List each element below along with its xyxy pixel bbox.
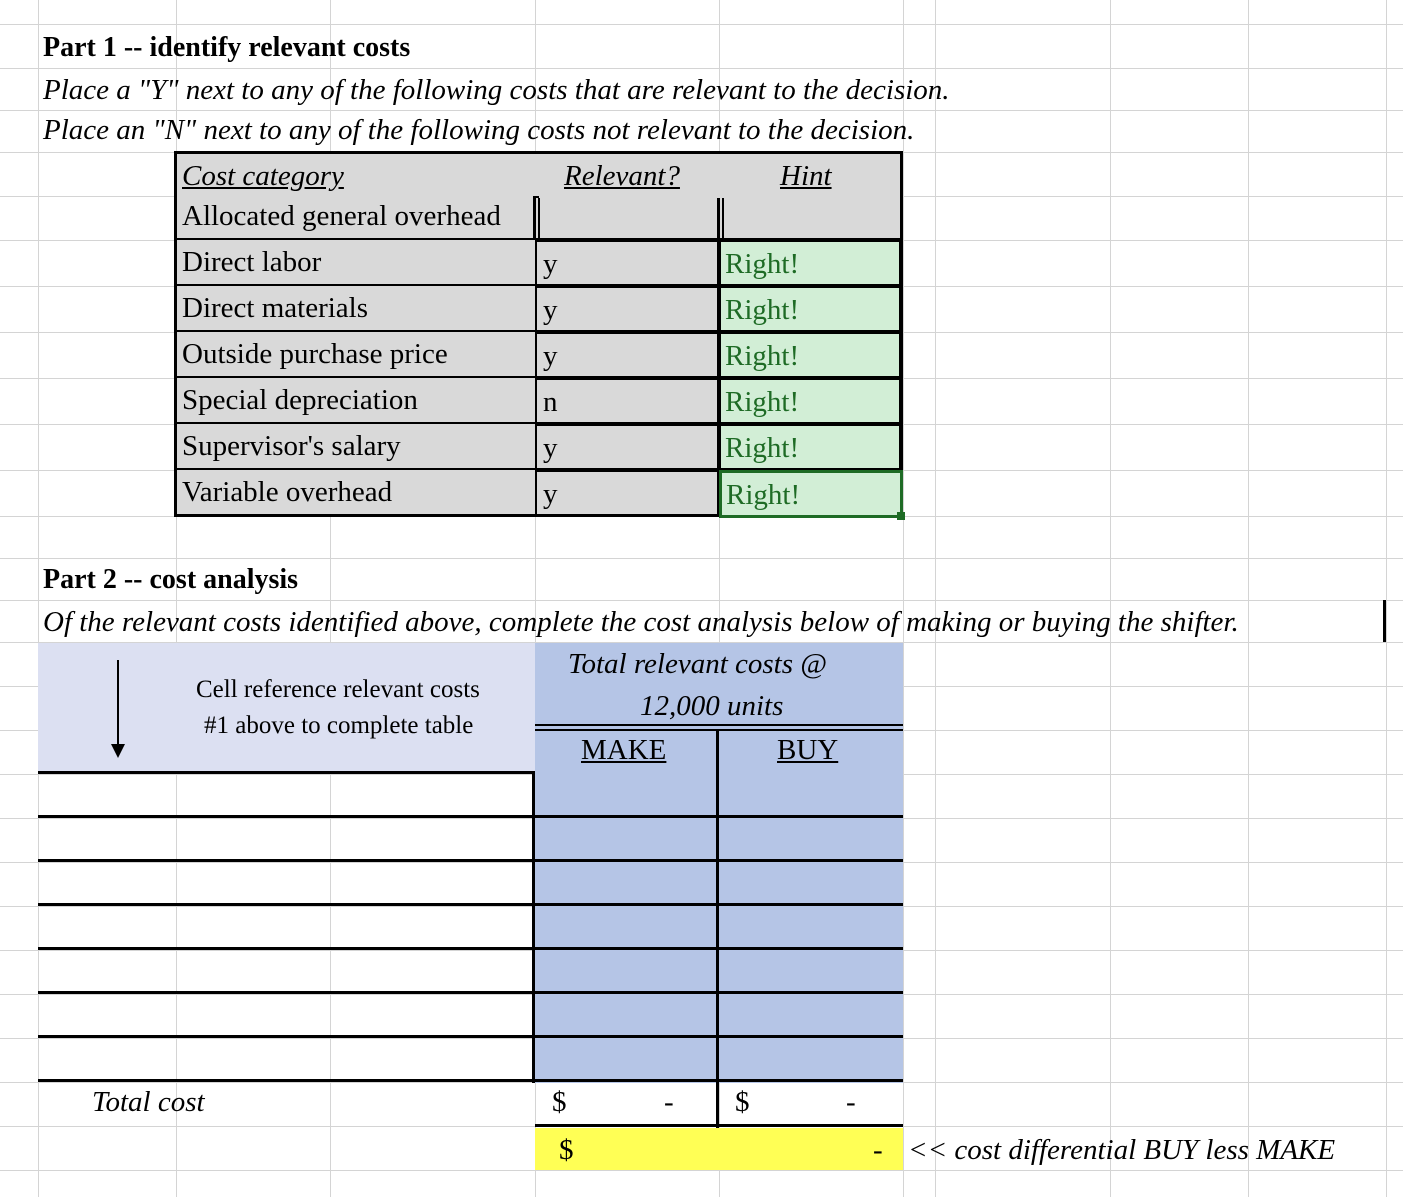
relevant-input[interactable]: y [535, 470, 719, 516]
instruction-note-line2: #1 above to complete table [204, 712, 474, 739]
total-make-currency: $ [552, 1086, 567, 1118]
hint-cell: Right! [719, 286, 901, 332]
total-buy-currency: $ [735, 1086, 750, 1118]
hint-cell: Right! [719, 424, 901, 470]
cost-item-cell[interactable] [38, 950, 532, 991]
cost-category-label: Direct materials [182, 292, 368, 324]
cost-category-label: Special depreciation [182, 384, 418, 416]
part2-instruction: Of the relevant costs identified above, complete the cost analysis below of making or buying the shifter. [43, 606, 1239, 638]
down-arrow-icon [108, 660, 128, 760]
part1-instruction-no: Place an "N" next to any of the following costs not relevant to the decision. [43, 114, 915, 146]
hint-cell-selected[interactable]: Right! [719, 470, 903, 518]
cost-category-label: Supervisor's salary [182, 430, 401, 462]
relevant-input[interactable]: y [535, 240, 719, 286]
cost-category-label: Variable overhead [182, 476, 393, 508]
cost-category-label: Allocated general overhead [182, 200, 501, 232]
col-buy-header: BUY [777, 734, 839, 766]
instruction-note-line1: Cell reference relevant costs [196, 676, 480, 703]
relevant-input[interactable]: y [535, 332, 719, 378]
total-cost-label: Total cost [92, 1086, 205, 1118]
fill-handle[interactable] [897, 512, 905, 520]
cost-differential-note: << cost differential BUY less MAKE [908, 1134, 1336, 1166]
text-cursor [1383, 600, 1386, 642]
cost-item-cell[interactable] [38, 818, 532, 859]
total-make-value[interactable]: - [664, 1086, 674, 1118]
diff-currency: $ [559, 1134, 574, 1166]
cost-differential-cell[interactable] [535, 1128, 903, 1170]
relevant-input[interactable]: y [535, 286, 719, 332]
cost-item-cell[interactable] [38, 1038, 532, 1079]
col-make-header: MAKE [581, 734, 667, 766]
cost-category-label: Direct labor [182, 246, 322, 278]
hint-cell: Right! [719, 378, 901, 424]
relevant-input[interactable]: n [535, 378, 719, 424]
header-cost-category: Cost category [182, 160, 344, 192]
cost-item-cell[interactable] [38, 774, 532, 815]
hint-cell: Right! [719, 240, 901, 286]
part1-instruction-yes: Place a "Y" next to any of the following costs that are relevant to the decision. [43, 74, 950, 106]
part2-title: Part 2 -- cost analysis [43, 564, 299, 595]
cost-item-cell[interactable] [38, 862, 532, 903]
header-relevant: Relevant? [564, 160, 680, 192]
cost-item-cell[interactable] [38, 906, 532, 947]
relevant-input[interactable]: y [535, 424, 719, 470]
header-hint: Hint [780, 160, 832, 192]
total-buy-value[interactable]: - [846, 1086, 856, 1118]
cost-item-cell[interactable] [38, 994, 532, 1035]
hint-cell: Right! [719, 332, 901, 378]
part1-title: Part 1 -- identify relevant costs [43, 32, 411, 63]
diff-value: - [873, 1134, 883, 1166]
cost-category-label: Outside purchase price [182, 338, 448, 370]
units-heading: 12,000 units [640, 690, 784, 722]
total-relevant-costs-heading: Total relevant costs @ [568, 648, 827, 680]
